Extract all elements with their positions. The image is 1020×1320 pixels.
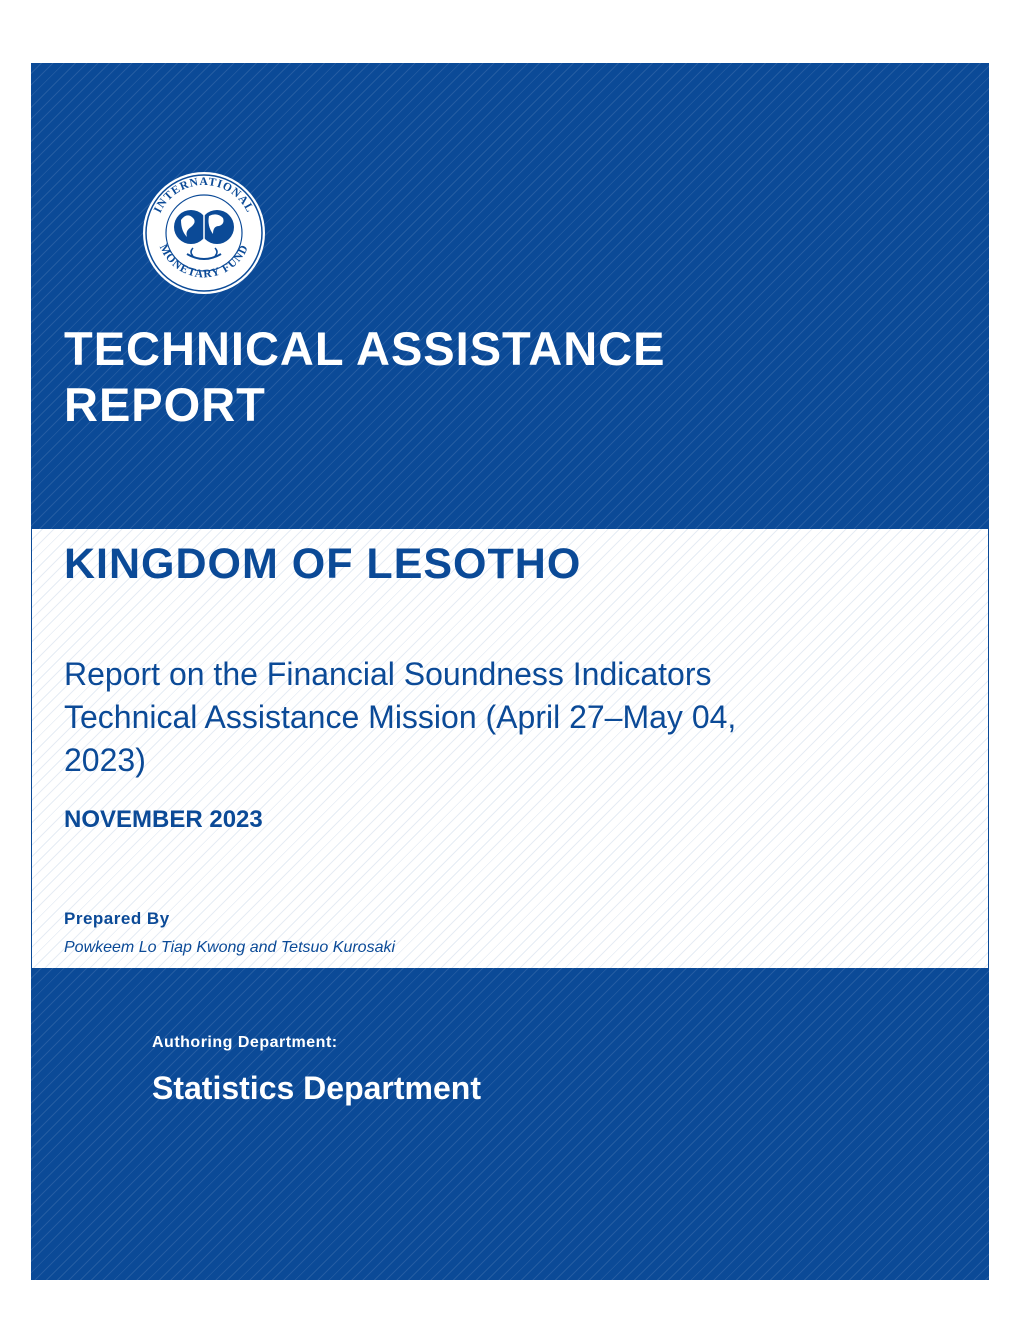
seal-text-bottom: MONETARY FUND bbox=[156, 242, 252, 281]
report-type-line-2: REPORT bbox=[64, 378, 266, 431]
cover-footer-band bbox=[31, 968, 989, 1280]
authoring-department-label: Authoring Department: bbox=[152, 1034, 338, 1051]
report-cover bbox=[31, 63, 989, 1280]
prepared-by-label: Prepared By bbox=[64, 909, 170, 928]
country-title: KINGDOM OF LESOTHO bbox=[64, 540, 582, 588]
publication-date: NOVEMBER 2023 bbox=[64, 806, 263, 833]
imf-seal-icon bbox=[141, 170, 267, 296]
cover-header-band bbox=[31, 63, 989, 529]
report-type-line-1: TECHNICAL ASSISTANCE bbox=[64, 322, 666, 375]
report-type-title bbox=[64, 321, 864, 433]
seal-text-top: INTERNATIONAL bbox=[152, 175, 256, 215]
authoring-department-name: Statistics Department bbox=[152, 1070, 481, 1106]
prepared-by-authors: Powkeem Lo Tiap Kwong and Tetsuo Kurosaki bbox=[64, 939, 396, 956]
report-subtitle: Report on the Financial Soundness Indicators Technical Assistance Mission (April 27–May 04, 2023) bbox=[64, 656, 737, 778]
